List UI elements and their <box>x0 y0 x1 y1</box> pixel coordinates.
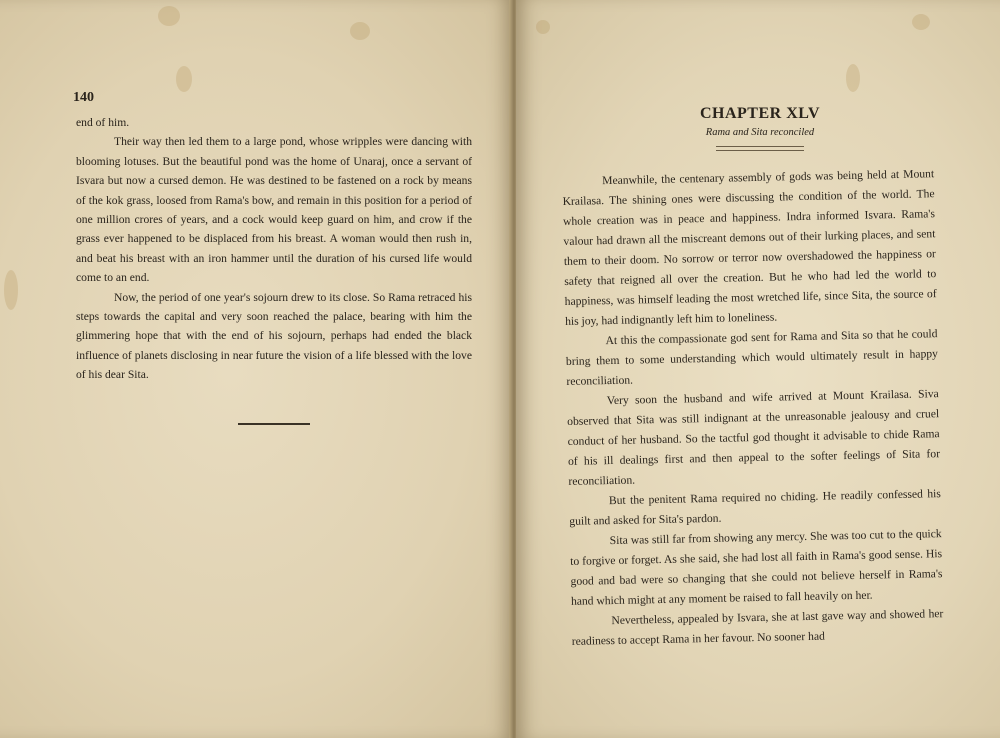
chapter-subtitle: Rama and Sita reconciled <box>705 127 815 138</box>
paragraph: end of him. <box>76 116 130 129</box>
chapter-title: CHAPTER XLV <box>699 105 821 122</box>
paper-stain <box>158 6 180 26</box>
paper-stain <box>4 270 18 310</box>
paper-stain <box>350 22 370 40</box>
end-rule <box>238 423 310 425</box>
paragraph: Sita was still far from showing any mercy. She was too cut to the quick to forgive or forget. As she said, she had lost all faith in Rama's good sense. His good and bad were so changing that she could not believe herself in Rama's hand which might at any moment be raised to fall heavily on her. <box>570 527 943 608</box>
left-page-body <box>76 113 472 385</box>
chapter-heading <box>660 105 860 151</box>
page-number: 140 <box>73 90 94 105</box>
paper-stain <box>846 64 860 92</box>
paragraph: Now, the period of one year's sojourn drew to its close. So Rama retraced his steps towards the capital and very soon reached the palace, bearing with him the glimmering hope that with the end of his sojourn, perhaps had ended the black influence of planets disclosing in near future the vision of a life blessed with the love of his dear Sita. <box>76 290 472 382</box>
paragraph: Meanwhile, the centenary assembly of gods was being held at Mount Krailasa. The shining ones were discussing the condition of the world. The whole creation was in peace and happiness. Indra informed Isvara. Rama's valour had drawn all the miscreant demons out of their lurking places, and sent them to their doom. No sorrow or terror now overshadowed the happiness or safety that reigned all over the creation. But he who had led the world to happiness, was himself leading the most wretched life, since Sita, the source of his joy, had indignantly left him to loneliness. <box>562 167 937 328</box>
paragraph: At this the compassionate god sent for Rama and Sita so that he could bring them to some understanding which would ultimately result in happy reconciliation. <box>565 327 939 388</box>
paper-stain <box>176 66 192 92</box>
heading-rule <box>716 146 804 151</box>
paragraph: But the penitent Rama required no chiding. He readily confessed his guilt and asked for Sita's pardon. <box>569 487 941 528</box>
right-page-body <box>562 164 944 652</box>
paragraph: Very soon the husband and wife arrived at Mount Krailasa. Siva observed that Sita was still indignant at the unreasonable jealousy and cruel conduct of her husband. So the tactful god thought it advisable to chide Rama of his ill dealings first and then appeal to the softer feelings of Sita for reconciliation. <box>567 387 941 488</box>
paper-stain <box>536 20 550 34</box>
paragraph: Their way then led them to a large pond, whose wripples were dancing with blooming lotuses. But the beautiful pond was the home of Unaraj, once a servant of Isvara but now a cursed demon. He was destined to be fastened on a rock by means of the kok grass, loosed from Rama's bow, and remain in this position for a period of one million crores of years, and a cock would keep guard on him, and crow if the grass ever happened to be displaced from his breast. A woman would then rush in, and beat his breast with an iron hammer until the duration of his cursed life would come to an end. <box>76 135 472 285</box>
paragraph: Nevertheless, appealed by Isvara, she at last gave way and showed her readiness to accept Rama in her favour. No sooner had <box>571 607 944 648</box>
paper-stain <box>912 14 930 30</box>
